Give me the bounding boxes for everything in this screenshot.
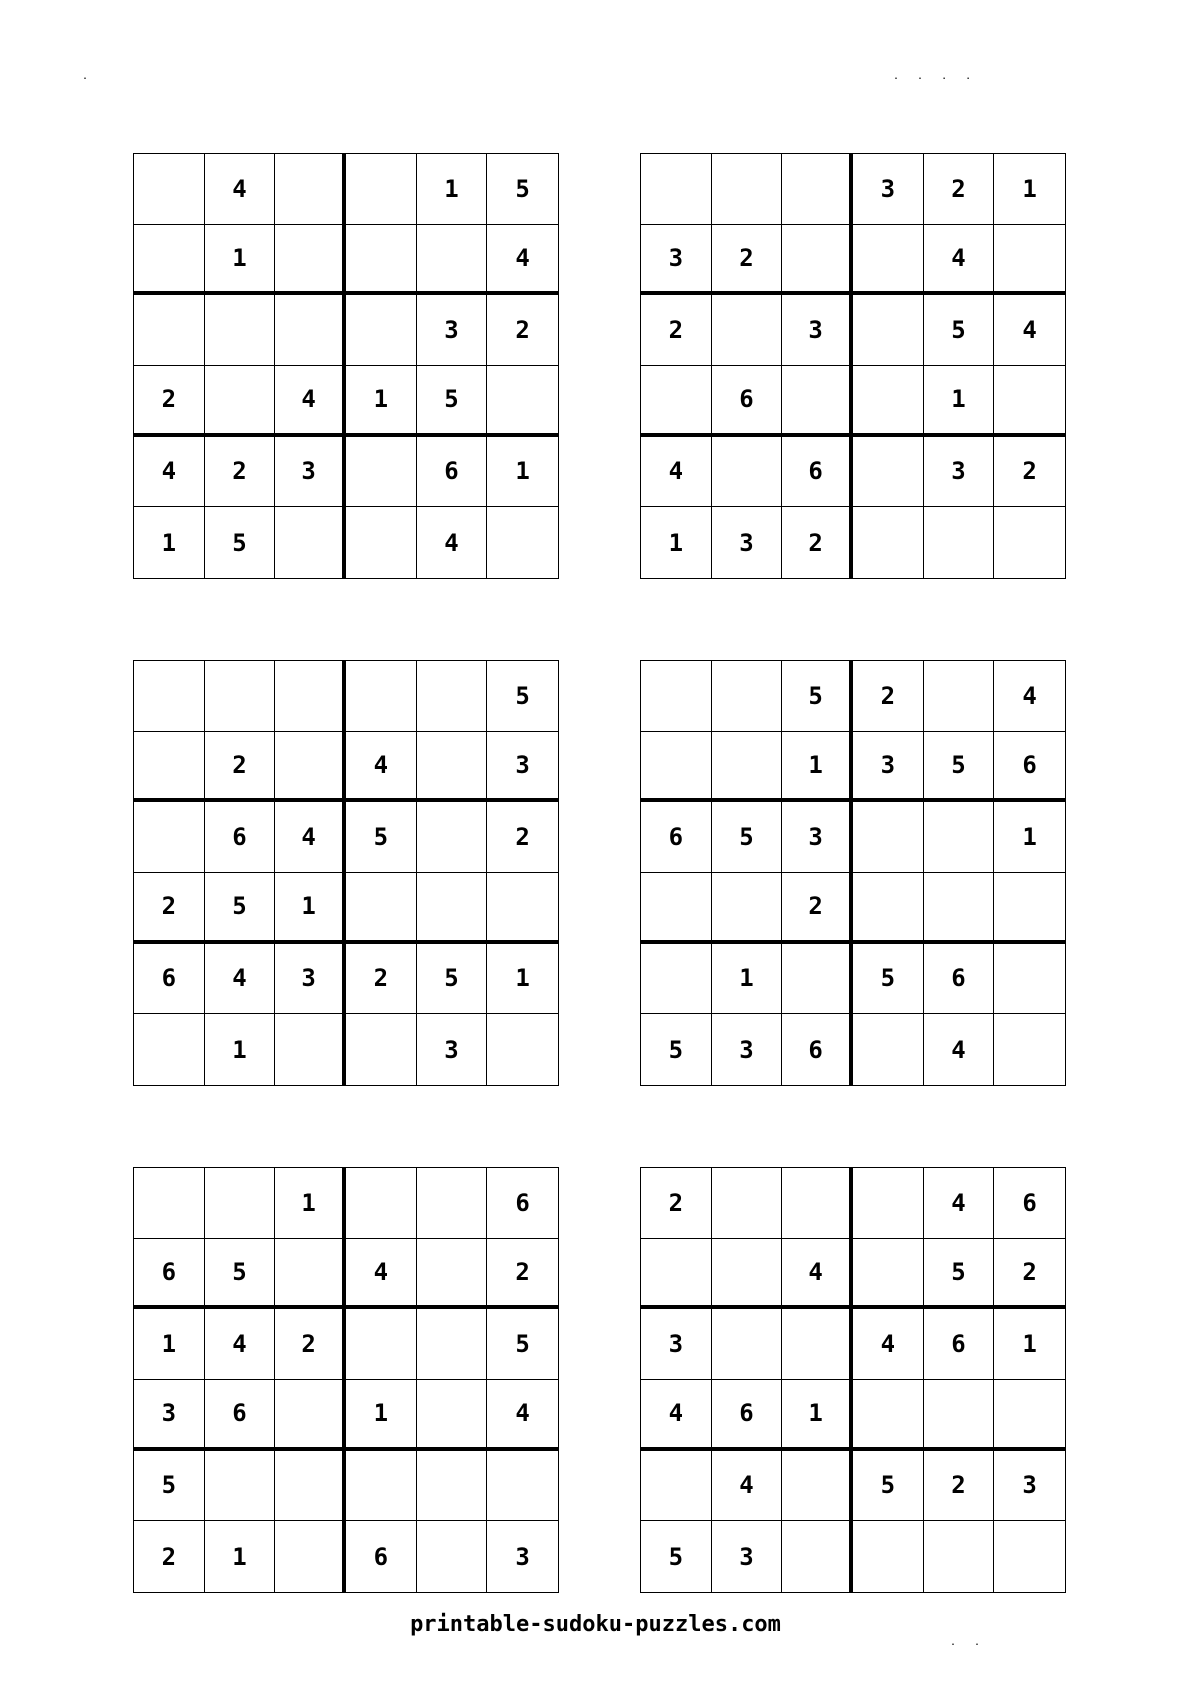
sudoku-cell: 6: [134, 1239, 205, 1310]
sudoku-cell: [994, 1380, 1065, 1451]
sudoku-cell: [853, 1168, 924, 1239]
sudoku-cell: [346, 154, 417, 225]
sudoku-cell: [853, 366, 924, 437]
sudoku-cell: [275, 1380, 346, 1451]
sudoku-cell: 5: [346, 802, 417, 873]
sudoku-cell: 1: [417, 154, 488, 225]
sudoku-cell: [346, 1451, 417, 1522]
sudoku-cell: 6: [994, 1168, 1065, 1239]
sudoku-cell: 2: [487, 295, 558, 366]
sudoku-cell: 4: [924, 1014, 995, 1085]
sudoku-cell: 1: [487, 437, 558, 508]
sudoku-cell: 1: [275, 873, 346, 944]
sudoku-cell: 1: [994, 802, 1065, 873]
sudoku-cell: [205, 295, 276, 366]
site-footer: printable-sudoku-puzzles.com: [410, 1612, 781, 1637]
sudoku-cell: [924, 507, 995, 578]
sudoku-cell: [346, 873, 417, 944]
sudoku-cell: 5: [641, 1521, 712, 1592]
sudoku-cell: [417, 1380, 488, 1451]
sudoku-cell: 3: [853, 732, 924, 803]
sudoku-cell: 4: [641, 1380, 712, 1451]
sudoku-cell: [853, 1380, 924, 1451]
sudoku-cell: 3: [417, 1014, 488, 1085]
sudoku-cell: [853, 437, 924, 508]
sudoku-cell: [994, 1014, 1065, 1085]
sudoku-cell: [924, 873, 995, 944]
sudoku-cell: 3: [487, 732, 558, 803]
sudoku-cell: [853, 507, 924, 578]
sudoku-cell: 4: [134, 437, 205, 508]
sudoku-cell: 6: [712, 1380, 783, 1451]
sudoku-cell: [275, 1451, 346, 1522]
sudoku-cell: 1: [346, 366, 417, 437]
sudoku-cell: [641, 154, 712, 225]
sudoku-cell: [134, 154, 205, 225]
sudoku-cell: [782, 1168, 853, 1239]
sudoku-cell: 5: [487, 154, 558, 225]
sudoku-cell: [417, 802, 488, 873]
sudoku-cell: [487, 1014, 558, 1085]
sudoku-cell: 6: [782, 1014, 853, 1085]
sudoku-cell: [641, 661, 712, 732]
sudoku-cell: 5: [417, 366, 488, 437]
sudoku-cell: [205, 1451, 276, 1522]
sudoku-cell: 3: [275, 944, 346, 1015]
sudoku-cell: 6: [346, 1521, 417, 1592]
sudoku-cell: 1: [994, 154, 1065, 225]
sudoku-cell: [417, 873, 488, 944]
sudoku-cell: [853, 225, 924, 296]
sudoku-cell: [205, 366, 276, 437]
sudoku-cell: [487, 873, 558, 944]
sudoku-cell: 2: [346, 944, 417, 1015]
sudoku-cell: 6: [641, 802, 712, 873]
sudoku-cell: [205, 1168, 276, 1239]
sudoku-cell: 6: [712, 366, 783, 437]
sudoku-cell: [641, 1451, 712, 1522]
sudoku-cell: [641, 732, 712, 803]
sudoku-cell: [275, 1014, 346, 1085]
sudoku-cell: [782, 154, 853, 225]
sudoku-cell: [346, 225, 417, 296]
sudoku-cell: [994, 507, 1065, 578]
sudoku-cell: 2: [487, 802, 558, 873]
sudoku-cell: [712, 1239, 783, 1310]
sudoku-cell: [275, 225, 346, 296]
sudoku-cell: 3: [994, 1451, 1065, 1522]
sudoku-cell: [641, 873, 712, 944]
sudoku-cell: 2: [487, 1239, 558, 1310]
sudoku-cell: 2: [134, 366, 205, 437]
sudoku-cell: 4: [275, 366, 346, 437]
sudoku-cell: [275, 507, 346, 578]
sudoku-cell: 3: [515, 1542, 530, 1571]
header-left-mark: .: [82, 71, 95, 82]
sudoku-cell: 2: [782, 507, 853, 578]
sudoku-cell: 4: [782, 1239, 853, 1310]
sudoku-cell: 4: [346, 1239, 417, 1310]
sudoku-cell: [994, 225, 1065, 296]
sudoku-cell: 4: [205, 944, 276, 1015]
sudoku-cell: [417, 1451, 488, 1522]
sudoku-cell: 3: [782, 295, 853, 366]
sudoku-cell: 3: [782, 802, 853, 873]
sudoku-cell: [712, 732, 783, 803]
sudoku-cell: [712, 661, 783, 732]
sudoku-cell: [487, 1451, 558, 1522]
sudoku-cell: [782, 944, 853, 1015]
sudoku-cell: 2: [782, 873, 853, 944]
sudoku-cell: [712, 1168, 783, 1239]
sudoku-cell: 3: [275, 437, 346, 508]
sudoku-cell: [782, 1521, 853, 1592]
sudoku-cell: 1: [275, 1168, 346, 1239]
sudoku-cell: [417, 1521, 488, 1592]
sudoku-cell: 1: [346, 1380, 417, 1451]
sudoku-puzzle-6: [640, 1167, 1066, 1593]
footer-right-mark: . .: [950, 1637, 987, 1648]
sudoku-cell: 6: [924, 1309, 995, 1380]
sudoku-cell: 2: [994, 437, 1065, 508]
sudoku-cell: 4: [487, 1380, 558, 1451]
sudoku-cell: 1: [205, 1014, 276, 1085]
sudoku-cell: 4: [641, 437, 712, 508]
sudoku-cell: 4: [994, 295, 1065, 366]
sudoku-cell: [275, 661, 346, 732]
sudoku-cell: 5: [205, 1239, 276, 1310]
sudoku-cell: [205, 661, 276, 732]
sudoku-cell: 1: [782, 732, 853, 803]
sudoku-cell: [994, 366, 1065, 437]
sudoku-cell: 2: [853, 661, 924, 732]
sudoku-puzzle-3: [133, 660, 559, 1086]
sudoku-cell: [487, 366, 558, 437]
sudoku-cell: [712, 437, 783, 508]
sudoku-puzzle-2: [640, 153, 1066, 579]
sudoku-cell: [712, 295, 783, 366]
sudoku-cell: [346, 437, 417, 508]
sudoku-cell: [417, 1168, 488, 1239]
sudoku-cell: 5: [205, 507, 276, 578]
sudoku-cell: [275, 1521, 346, 1592]
sudoku-cell: [417, 732, 488, 803]
sudoku-cell: 6: [205, 1380, 276, 1451]
sudoku-cell: [275, 1239, 346, 1310]
sudoku-cell: 4: [487, 225, 558, 296]
sudoku-cell: [641, 944, 712, 1015]
sudoku-cell: 4: [853, 1309, 924, 1380]
sudoku-cell: [712, 1309, 783, 1380]
sudoku-cell: 1: [205, 1521, 276, 1592]
sudoku-cell: [712, 873, 783, 944]
sudoku-cell: 1: [134, 1309, 205, 1380]
sudoku-cell: 3: [712, 1521, 783, 1592]
sudoku-cell: 5: [487, 1309, 558, 1380]
sudoku-cell: [346, 661, 417, 732]
sudoku-cell: [924, 1521, 995, 1592]
sudoku-cell: [134, 732, 205, 803]
sudoku-cell: [275, 154, 346, 225]
sudoku-cell: 6: [417, 437, 488, 508]
sudoku-cell: 2: [134, 873, 205, 944]
sudoku-cell: 1: [712, 944, 783, 1015]
sudoku-cell: 5: [853, 1451, 924, 1522]
sudoku-cell: [134, 225, 205, 296]
sudoku-cell: 1: [782, 1380, 853, 1451]
sudoku-cell: 1: [487, 944, 558, 1015]
sudoku-cell: [275, 295, 346, 366]
sudoku-cell: 6: [924, 944, 995, 1015]
sudoku-cell: [782, 1451, 853, 1522]
sudoku-cell: 4: [924, 225, 995, 296]
sudoku-cell: [853, 1014, 924, 1085]
sudoku-puzzle-5: [133, 1167, 559, 1593]
sudoku-cell: 3: [641, 1309, 712, 1380]
sudoku-cell: 6: [134, 944, 205, 1015]
sudoku-cell: 2: [712, 225, 783, 296]
sudoku-cell: 5: [924, 295, 995, 366]
sudoku-cell: [134, 802, 205, 873]
sudoku-cell: 5: [782, 661, 853, 732]
sudoku-cell: 3: [853, 154, 924, 225]
sudoku-cell: [994, 944, 1065, 1015]
sudoku-cell: 5: [712, 802, 783, 873]
sudoku-cell: [417, 661, 488, 732]
sudoku-puzzle-4: [640, 660, 1066, 1086]
sudoku-cell: [853, 295, 924, 366]
sudoku-cell: 4: [275, 802, 346, 873]
sudoku-cell: [853, 802, 924, 873]
sudoku-cell: 5: [134, 1451, 205, 1522]
sudoku-cell: [417, 1309, 488, 1380]
sudoku-cell: [782, 225, 853, 296]
sudoku-cell: 6: [487, 1168, 558, 1239]
sudoku-cell: [346, 1014, 417, 1085]
sudoku-cell: [417, 225, 488, 296]
sudoku-cell: 5: [924, 732, 995, 803]
sudoku-cell: 3: [924, 437, 995, 508]
sudoku-cell: [782, 366, 853, 437]
sudoku-cell: 2: [924, 1451, 995, 1522]
sudoku-cell: [346, 295, 417, 366]
sudoku-cell: 2: [134, 1521, 205, 1592]
sudoku-cell: [641, 1239, 712, 1310]
sudoku-cell: 3: [417, 295, 488, 366]
sudoku-cell: [641, 366, 712, 437]
sudoku-cell: 4: [346, 732, 417, 803]
sudoku-cell: 2: [275, 1309, 346, 1380]
sudoku-cell: [346, 507, 417, 578]
sudoku-cell: 5: [853, 944, 924, 1015]
sudoku-cell: [275, 732, 346, 803]
sudoku-cell: 2: [641, 1168, 712, 1239]
sudoku-cell: [134, 295, 205, 366]
sudoku-cell: 5: [924, 1239, 995, 1310]
sudoku-cell: 4: [417, 507, 488, 578]
sudoku-cell: [994, 1521, 1065, 1592]
sudoku-cell: [782, 1309, 853, 1380]
sudoku-cell: [346, 1309, 417, 1380]
sudoku-cell: [924, 802, 995, 873]
sudoku-cell: [346, 1168, 417, 1239]
sudoku-cell: 1: [924, 366, 995, 437]
sudoku-cell: [134, 1014, 205, 1085]
sudoku-cell: 2: [924, 154, 995, 225]
sudoku-cell: 3: [712, 507, 783, 578]
sudoku-cell: [924, 1380, 995, 1451]
sudoku-cell: [853, 1521, 924, 1592]
sudoku-cell: 5: [641, 1014, 712, 1085]
sudoku-cell: 1: [134, 507, 205, 578]
sudoku-cell: 5: [417, 944, 488, 1015]
sudoku-cell: 1: [994, 1309, 1065, 1380]
sudoku-cell: 4: [205, 1309, 276, 1380]
sudoku-cell: 4: [994, 661, 1065, 732]
sudoku-cell: 6: [782, 437, 853, 508]
header-right-mark: . . . .: [893, 71, 978, 82]
sudoku-cell: 3: [712, 1014, 783, 1085]
sudoku-cell: 6: [994, 732, 1065, 803]
sudoku-cell: [712, 154, 783, 225]
sudoku-cell: 1: [205, 225, 276, 296]
sudoku-cell: 2: [994, 1239, 1065, 1310]
sudoku-cell: [924, 661, 995, 732]
sudoku-cell: [417, 1239, 488, 1310]
sudoku-cell: 3: [134, 1380, 205, 1451]
sudoku-cell: [134, 661, 205, 732]
sudoku-cell: 4: [924, 1168, 995, 1239]
sudoku-cell: 5: [205, 873, 276, 944]
sudoku-cell: 4: [205, 154, 276, 225]
sudoku-cell: [853, 1239, 924, 1310]
sudoku-cell: [134, 1168, 205, 1239]
sudoku-cell: 5: [487, 661, 558, 732]
sudoku-cell: 2: [205, 732, 276, 803]
sudoku-cell: 2: [205, 437, 276, 508]
sudoku-cell: [853, 873, 924, 944]
sudoku-puzzle-1: [133, 153, 559, 579]
sudoku-cell: 3: [641, 225, 712, 296]
sudoku-cell: 6: [205, 802, 276, 873]
sudoku-cell: 2: [641, 295, 712, 366]
sudoku-cell: [487, 507, 558, 578]
sudoku-cell: [994, 873, 1065, 944]
sudoku-cell: 1: [641, 507, 712, 578]
sudoku-cell: 4: [712, 1451, 783, 1522]
